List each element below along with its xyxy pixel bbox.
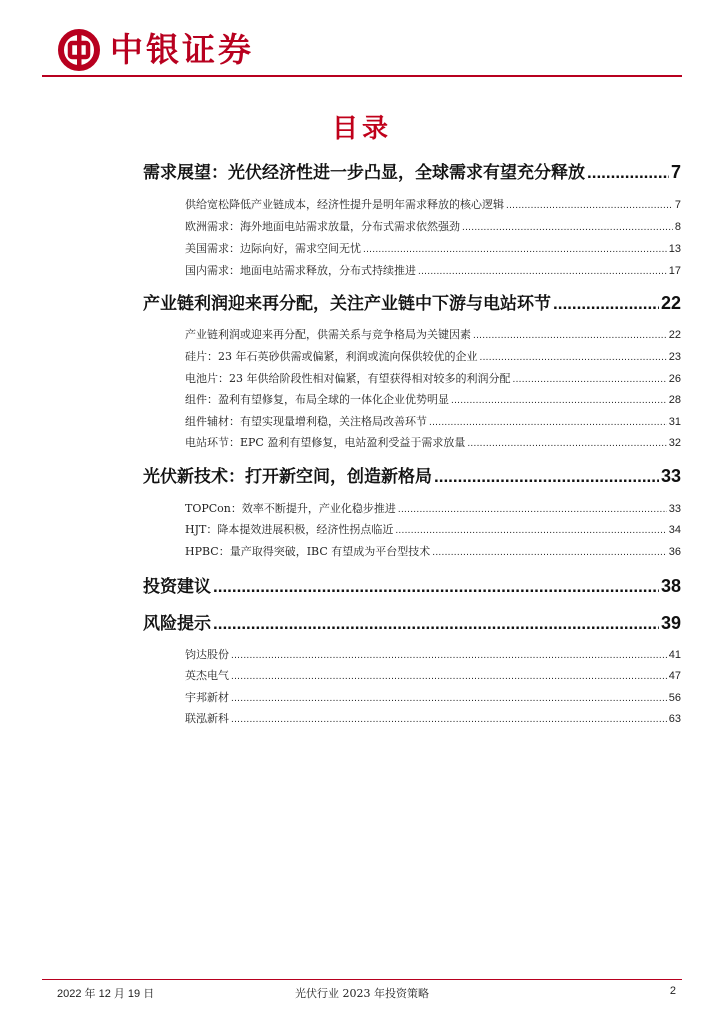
- brand-name: 中银证券: [110, 30, 254, 69]
- toc-item-page: 47: [668, 670, 681, 682]
- toc-item-page: 56: [668, 692, 681, 704]
- toc-item-label: 钧达股份: [185, 648, 229, 661]
- toc-item[interactable]: [185, 370, 681, 386]
- toc-item[interactable]: [185, 667, 681, 683]
- toc-section-title: 投资建议: [143, 577, 211, 597]
- dot-leader: [363, 244, 667, 255]
- report-date: 2022 年 12 月 19 日: [57, 988, 155, 1000]
- dot-leader: [418, 266, 667, 277]
- toc-item[interactable]: [185, 326, 681, 342]
- toc-item-page: 31: [668, 416, 681, 428]
- dot-leader: [553, 294, 659, 314]
- toc-item[interactable]: [185, 218, 681, 234]
- toc-item[interactable]: [185, 240, 681, 256]
- toc-item-page: 13: [668, 243, 681, 255]
- dot-leader: [587, 163, 669, 183]
- toc-item[interactable]: [185, 646, 681, 662]
- toc-item-label: 硅片：23 年石英砂供需或偏紧，利润或流向保供较优的企业: [185, 350, 478, 363]
- dot-leader: [462, 222, 673, 233]
- toc-item-page: 36: [668, 546, 681, 558]
- toc-item-page: 23: [668, 351, 681, 363]
- toc-item-label: HJT：降本提效进展积极，经济性拐点临近: [185, 523, 394, 536]
- toc-title: 目录: [331, 114, 392, 144]
- toc-item-label: 组件辅材：有望实现量增利稳，关注格局改善环节: [185, 415, 427, 428]
- toc-item-page: 8: [674, 221, 681, 233]
- toc-section-page: 39: [660, 613, 681, 633]
- toc-item-label: TOPCon：效率不断提升，产业化稳步推进: [185, 502, 396, 515]
- toc-item-label: 宇邦新材: [185, 691, 229, 704]
- report-title: 光伏行业 2023 年投资策略: [295, 987, 429, 1000]
- dot-leader: [506, 200, 673, 211]
- toc-section-page: 33: [660, 466, 681, 486]
- bank-of-china-logo-icon: [58, 29, 100, 71]
- toc-item-label: 欧洲需求：海外地面电站需求放量，分布式需求依然强劲: [185, 220, 460, 233]
- toc-section[interactable]: [143, 289, 681, 314]
- toc-section-title: 需求展望：光伏经济性进一步凸显，全球需求有望充分释放: [143, 163, 585, 183]
- toc-item-page: 7: [674, 199, 681, 211]
- toc-item[interactable]: [185, 196, 681, 212]
- dot-leader: [395, 525, 666, 536]
- toc-item-page: 32: [668, 437, 681, 449]
- toc-item[interactable]: [185, 434, 681, 450]
- dot-leader: [213, 614, 659, 634]
- dot-leader: [432, 547, 667, 558]
- dot-leader: [451, 395, 667, 406]
- toc-item-label: 供给宽松降低产业链成本，经济性提升是明年需求释放的核心逻辑: [185, 198, 504, 211]
- toc-section[interactable]: [143, 572, 681, 597]
- toc-item-label: 英杰电气: [185, 669, 229, 682]
- dot-leader: [480, 352, 667, 363]
- toc-item[interactable]: [185, 710, 681, 726]
- toc-item-label: 联泓新科: [185, 712, 229, 725]
- page-number: 2: [669, 985, 676, 997]
- toc-item-label: 电池片：23 年供给阶段性相对偏紧，有望获得相对较多的利润分配: [185, 372, 511, 385]
- toc-item[interactable]: [185, 262, 681, 278]
- dot-leader: [513, 374, 667, 385]
- toc-item-page: 17: [668, 265, 681, 277]
- toc-item-page: 63: [668, 713, 681, 725]
- dot-leader: [434, 467, 659, 487]
- toc-item[interactable]: [185, 413, 681, 429]
- toc-section-title: 风险提示: [143, 614, 211, 634]
- dot-leader: [429, 417, 667, 428]
- toc-section-title: 光伏新技术：打开新空间，创造新格局: [143, 467, 432, 487]
- toc-item-page: 34: [668, 524, 681, 536]
- toc-item-label: 组件：盈利有望修复，布局全球的一体化企业优势明显: [185, 393, 449, 406]
- toc-item[interactable]: [185, 521, 681, 537]
- report-header: [58, 28, 254, 72]
- toc-item-label: 国内需求：地面电站需求释放，分布式持续推进: [185, 264, 416, 277]
- dot-leader: [473, 330, 667, 341]
- toc-section-page: 22: [660, 293, 681, 313]
- toc-section-page: 7: [670, 162, 681, 182]
- header-divider: [42, 75, 682, 77]
- toc-item[interactable]: [185, 391, 681, 407]
- dot-leader: [213, 577, 659, 597]
- toc-item[interactable]: [185, 348, 681, 364]
- toc-item-label: 美国需求：边际向好，需求空间无忧: [185, 242, 361, 255]
- footer-divider: [42, 979, 682, 980]
- dot-leader: [231, 714, 667, 725]
- toc-item-page: 28: [668, 394, 681, 406]
- toc-section[interactable]: [143, 158, 681, 183]
- toc-item-page: 33: [668, 503, 681, 515]
- dot-leader: [398, 504, 667, 515]
- toc-item-page: 26: [668, 373, 681, 385]
- dot-leader: [231, 693, 667, 704]
- toc-section[interactable]: [143, 609, 681, 634]
- toc-item-label: 产业链利润或迎来再分配，供需关系与竞争格局为关键因素: [185, 328, 471, 341]
- dot-leader: [231, 650, 667, 661]
- toc-section-page: 38: [660, 576, 681, 596]
- dot-leader: [231, 671, 667, 682]
- toc-section[interactable]: [143, 462, 681, 487]
- toc-item[interactable]: [185, 689, 681, 705]
- toc-item-page: 22: [668, 329, 681, 341]
- toc-section-title: 产业链利润迎来再分配，关注产业链中下游与电站环节: [143, 294, 551, 314]
- toc-item[interactable]: [185, 500, 681, 516]
- toc-item-label: HPBC：量产取得突破，IBC 有望成为平台型技术: [185, 545, 431, 558]
- toc-item[interactable]: [185, 543, 681, 559]
- toc-item-label: 电站环节：EPC 盈利有望修复，电站盈利受益于需求放量: [185, 436, 466, 449]
- dot-leader: [467, 438, 666, 449]
- toc-item-page: 41: [668, 649, 681, 661]
